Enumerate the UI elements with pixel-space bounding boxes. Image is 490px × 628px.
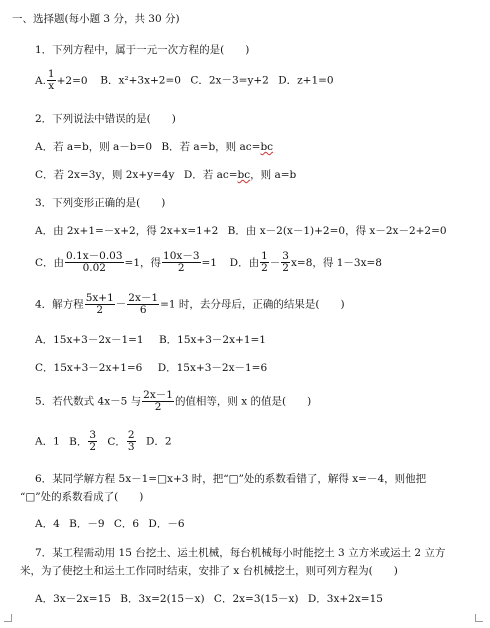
q3-options-row2: [35, 251, 382, 274]
q4-option-c: C．15x+3－2x+1=6: [35, 362, 143, 374]
q4-option-b: B．15x+3－2x+1=1: [158, 334, 266, 346]
q6-options: [35, 517, 185, 531]
corner-mark-bottom-right: [475, 614, 483, 622]
q5-option-c: C． $\frac{2}{3}$: [107, 429, 135, 453]
q7-option-b: B．3x=2(15－x): [120, 593, 205, 605]
corner-mark-bottom-left: [4, 614, 12, 622]
q1-option-b: B．x²+3x+2=0: [100, 74, 181, 87]
q1-stem: 1．下列方程中，属于一元一次方程的是( ): [35, 44, 250, 56]
q3-options-row1: [35, 224, 447, 238]
q7-option-d: D．3x+2x=15: [307, 593, 383, 605]
q6-stem-line1: 6．某同学解方程 5x－1=□x+3 时，把“□”处的系数看错了，解得 x=－4，则他把: [35, 473, 427, 485]
q4-option-d: D．15x+3－2x－1=6: [157, 362, 268, 374]
section-title: 一、选择题(每小题 3 分，共 30 分): [12, 13, 180, 25]
q2-option-c: C．若 2x=3y，则 2x+y=4y: [35, 169, 175, 181]
q2-options-row2: [35, 168, 296, 182]
q4-stem: 4．解方程 $\frac{5x+1}{2}$ － $\frac{2x-1}{6}$ =1 时，去分母后，正确的结果是( ): [35, 292, 345, 316]
q5-option-d: D．2: [145, 435, 172, 448]
q3-option-c: C．由 $\frac{0.1x-0.03}{0.02}$ =1，得 $\frac{10x-3}{2}$ =1: [35, 250, 217, 274]
q2-option-a: A．若 a=b，则 a－b=0: [35, 141, 152, 153]
q1-option-d: D．z+1=0: [278, 74, 334, 87]
q2-stem: 2．下列说法中错误的是( ): [35, 113, 176, 125]
q7-stem-line1: 7．某工程需动用 15 台挖土、运土机械，每台机械每小时能挖土 3 立方米或运土 2 立方: [35, 547, 446, 559]
q3-option-b: B．由 x－2(x－1)+2=0，得 x－2x－2+2=0: [227, 225, 447, 237]
q3-stem: 3．下列变形正确的是( ): [35, 197, 166, 209]
q5-option-a: A．1: [35, 435, 60, 448]
q5-options: [35, 430, 172, 453]
q2-option-b: B．若 a=b，则 ac=bc: [161, 141, 274, 153]
q7-options: [35, 592, 383, 606]
q1-a-fraction: $\frac{1}{x}$: [47, 68, 55, 92]
q6-option-b: B．－9: [69, 518, 105, 530]
q6-option-c: C．6: [113, 518, 140, 530]
q2-option-d: D．若 ac=bc，则 a=b: [183, 169, 297, 181]
q3-option-d: D．由 $\frac{1}{2}$ － $\frac{3}{2}$ x=8，得 1－3x=8: [229, 250, 382, 274]
q5-option-b: B． $\frac{3}{2}$: [69, 429, 97, 453]
q1-option-a: A. $\frac{1}{x}$ +2=0: [35, 68, 88, 92]
q7-option-a: A．3x－2x=15: [35, 593, 111, 605]
q4-options-row2: [35, 361, 267, 375]
q6-option-a: A．4: [35, 518, 60, 530]
q7-option-c: C．2x=3(15－x): [213, 593, 299, 605]
q6-stem-line2: “□”处的系数看成了( ): [20, 491, 144, 503]
q1-option-c: C．2x－3=y+2: [190, 74, 269, 87]
q3-option-a: A．由 2x+1=－x+2，得 2x+x=1+2: [35, 225, 219, 237]
q5-stem: 5．若代数式 4x－5 与 $\frac{2x-1}{2}$ 的值相等，则 x 的值是( ): [35, 389, 312, 413]
q1-options: [35, 69, 334, 92]
q2-options-row1: [35, 140, 273, 154]
q7-stem-line2: 米，为了使挖土和运土工作同时结束，安排了 x 台机械挖土，则可列方程为( ): [20, 565, 398, 577]
q4-options-row1: [35, 333, 266, 347]
q4-option-a: A．15x+3－2x－1=1: [35, 334, 144, 346]
q6-option-d: D．－6: [148, 518, 185, 530]
